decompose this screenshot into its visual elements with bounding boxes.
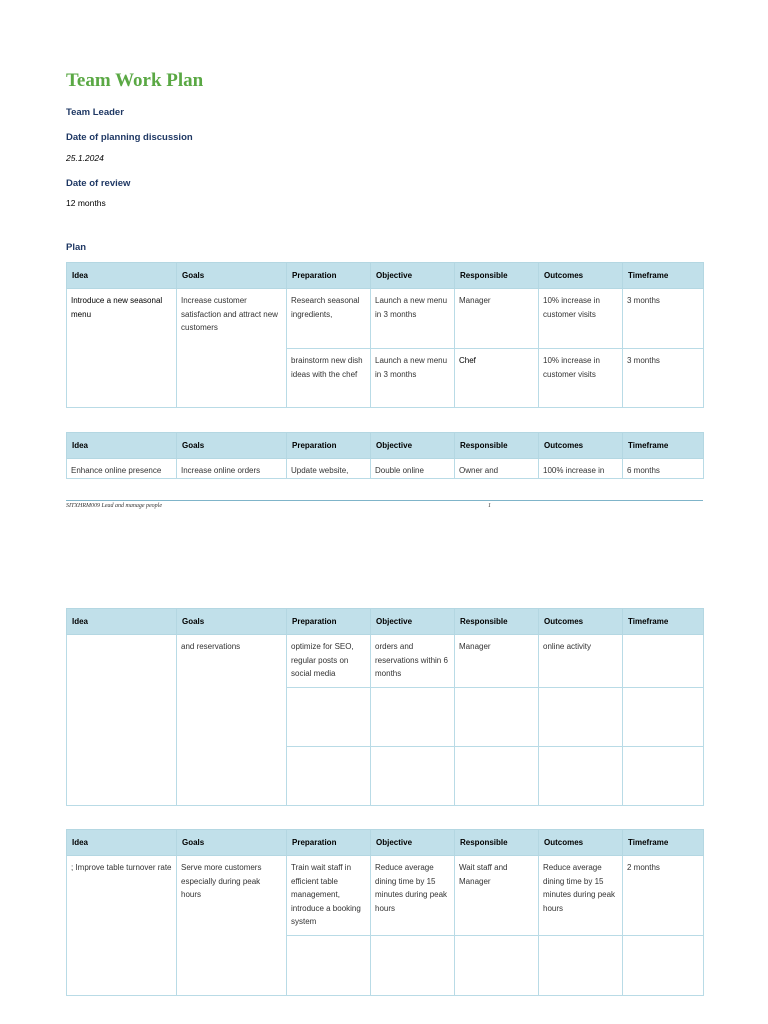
header-outcomes: Outcomes: [539, 263, 623, 289]
goals-cell: Increase online orders: [177, 459, 287, 479]
timeframe-cell: 2 months: [623, 856, 704, 936]
outcomes-cell: [539, 688, 623, 747]
outcomes-cell: 10% increase in customer visits: [539, 289, 623, 349]
header-outcomes: Outcomes: [539, 433, 623, 459]
footer-course-code: SITXHRM009 Lead and manage people: [66, 503, 162, 509]
header-preparation: Preparation: [287, 609, 371, 635]
preparation-cell: brainstorm new dish ideas with the chef: [287, 349, 371, 408]
header-idea: Idea: [67, 263, 177, 289]
timeframe-cell: [623, 635, 704, 688]
header-preparation: Preparation: [287, 263, 371, 289]
review-label: Date of review: [66, 178, 131, 189]
header-objective: Objective: [371, 830, 455, 856]
header-responsible: Responsible: [455, 433, 539, 459]
outcomes-cell: 10% increase in customer visits: [539, 349, 623, 408]
footer-page-number: 1: [488, 503, 491, 509]
header-objective: Objective: [371, 433, 455, 459]
review-value: 12 months: [66, 198, 106, 208]
header-timeframe: Timeframe: [623, 609, 704, 635]
plan-table-1: [66, 262, 704, 408]
goals-cell: and reservations: [177, 635, 287, 806]
timeframe-cell: [623, 936, 704, 996]
timeframe-cell: [623, 747, 704, 806]
outcomes-cell: [539, 747, 623, 806]
responsible-cell: [455, 688, 539, 747]
table-row: [67, 635, 704, 688]
header-idea: Idea: [67, 830, 177, 856]
objective-cell: [371, 688, 455, 747]
plan-table-2: [66, 432, 704, 479]
table-header-row: [67, 433, 704, 459]
footer-divider: [66, 500, 703, 501]
idea-cell: ; Improve table turnover rate: [67, 856, 177, 996]
table-row: [67, 289, 704, 349]
plan-table-4: [66, 829, 704, 996]
outcomes-cell: online activity: [539, 635, 623, 688]
objective-cell: Launch a new menu in 3 months: [371, 349, 455, 408]
timeframe-cell: 3 months: [623, 289, 704, 349]
header-outcomes: Outcomes: [539, 830, 623, 856]
table-header-row: [67, 609, 704, 635]
outcomes-cell: [539, 936, 623, 996]
header-idea: Idea: [67, 433, 177, 459]
preparation-cell: [287, 936, 371, 996]
preparation-cell: [287, 688, 371, 747]
responsible-cell: Manager: [455, 635, 539, 688]
header-outcomes: Outcomes: [539, 609, 623, 635]
responsible-cell: Wait staff and Manager: [455, 856, 539, 936]
header-idea: Idea: [67, 609, 177, 635]
header-preparation: Preparation: [287, 830, 371, 856]
preparation-cell: Research seasonal ingredients,: [287, 289, 371, 349]
objective-cell: Double online: [371, 459, 455, 479]
objective-cell: Reduce average dining time by 15 minutes during peak hours: [371, 856, 455, 936]
plan-label: Plan: [66, 242, 87, 253]
idea-cell: [67, 635, 177, 806]
preparation-cell: [287, 747, 371, 806]
responsible-cell: Owner and: [455, 459, 539, 479]
objective-cell: Launch a new menu in 3 months: [371, 289, 455, 349]
header-goals: Goals: [177, 433, 287, 459]
document-title: Team Work Plan: [66, 70, 204, 91]
goals-cell: Serve more customers especially during peak hours: [177, 856, 287, 996]
team-leader-label: Team Leader: [66, 107, 124, 118]
objective-cell: [371, 936, 455, 996]
header-objective: Objective: [371, 609, 455, 635]
table-row: [67, 856, 704, 936]
header-goals: Goals: [177, 263, 287, 289]
header-objective: Objective: [371, 263, 455, 289]
header-timeframe: Timeframe: [623, 830, 704, 856]
responsible-cell: [455, 747, 539, 806]
header-responsible: Responsible: [455, 830, 539, 856]
table-header-row: [67, 263, 704, 289]
header-goals: Goals: [177, 609, 287, 635]
header-responsible: Responsible: [455, 263, 539, 289]
header-timeframe: Timeframe: [623, 263, 704, 289]
timeframe-cell: [623, 688, 704, 747]
timeframe-cell: 3 months: [623, 349, 704, 408]
table-row: [67, 459, 704, 479]
planning-date-value: 25.1.2024: [66, 153, 104, 163]
idea-cell: Introduce a new seasonal menu: [67, 289, 177, 408]
responsible-cell: Chef: [455, 349, 539, 408]
planning-date-label: Date of planning discussion: [66, 132, 193, 143]
goals-cell: Increase customer satisfaction and attract new customers: [177, 289, 287, 408]
header-timeframe: Timeframe: [623, 433, 704, 459]
responsible-cell: Manager: [455, 289, 539, 349]
header-goals: Goals: [177, 830, 287, 856]
objective-cell: orders and reservations within 6 months: [371, 635, 455, 688]
responsible-cell: [455, 936, 539, 996]
objective-cell: [371, 747, 455, 806]
plan-table-3: [66, 608, 704, 806]
preparation-cell: Update website,: [287, 459, 371, 479]
header-preparation: Preparation: [287, 433, 371, 459]
table-header-row: [67, 830, 704, 856]
preparation-cell: Train wait staff in efficient table management, introduce a booking system: [287, 856, 371, 936]
header-responsible: Responsible: [455, 609, 539, 635]
outcomes-cell: Reduce average dining time by 15 minutes during peak hours: [539, 856, 623, 936]
idea-cell: Enhance online presence: [67, 459, 177, 479]
outcomes-cell: 100% increase in: [539, 459, 623, 479]
timeframe-cell: 6 months: [623, 459, 704, 479]
preparation-cell: optimize for SEO, regular posts on social media: [287, 635, 371, 688]
